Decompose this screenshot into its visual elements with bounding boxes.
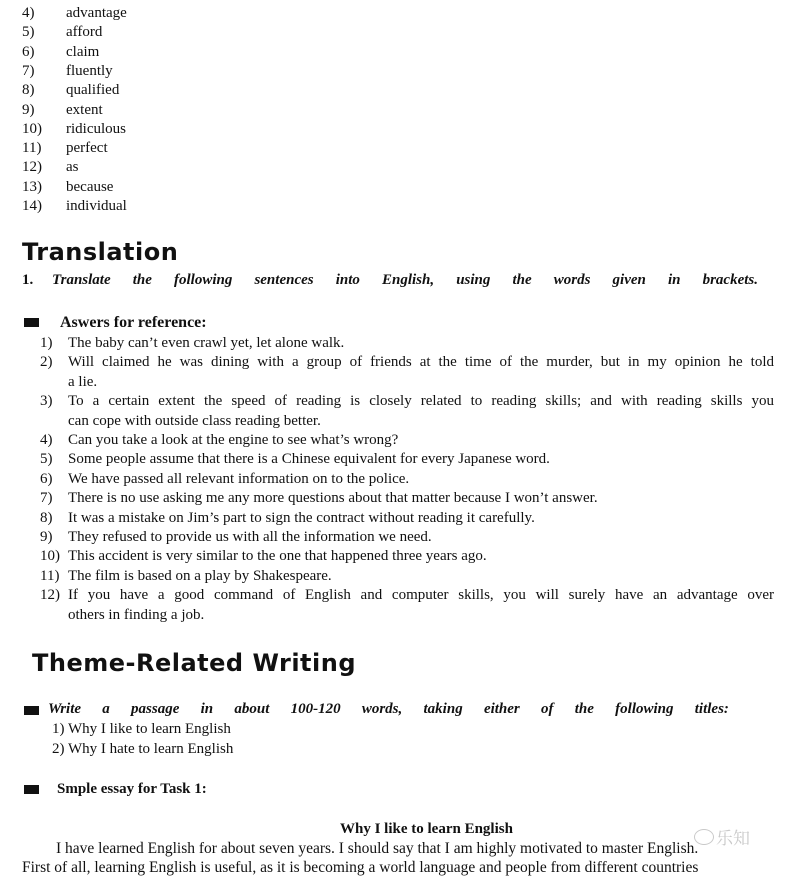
instruction-word: in (667, 272, 681, 288)
instruction-word: about (234, 701, 270, 717)
answer-number: 12) (40, 587, 60, 604)
sample-essay-label: Smple essay for Task 1: (57, 781, 207, 797)
vocab-number: 8) (22, 82, 35, 99)
answer-text-line: Some people assume that there is a Chinese equivalent for every Japanese word. (68, 451, 550, 468)
title-option-2: 2) Why I hate to learn English (52, 741, 234, 757)
instruction-word: Write (48, 701, 82, 717)
vocab-number: 14) (22, 198, 42, 214)
instruction-word: the (132, 272, 152, 288)
instruction-word: given (612, 272, 646, 288)
vocab-number: 10) (22, 120, 42, 137)
watermark-chat-icon (694, 829, 714, 845)
answer-text-line: There is no use asking me any more questions about that matter because I won’t answer. (68, 490, 598, 507)
answer-number: 1) (40, 335, 53, 351)
instruction-word: the (512, 272, 532, 288)
essay-paragraph-line-1: I have learned English for about seven years. I should say that I am highly motivated to master English. (56, 840, 699, 857)
vocab-word: perfect (66, 140, 108, 157)
answer-text-line: Will claimed he was dining with a group of friends at the time of the murder, but in my opinion he told (68, 354, 774, 371)
answer-number: 4) (40, 432, 53, 448)
instruction-word: following (615, 701, 674, 717)
vocab-word: as (66, 159, 79, 176)
essay-title: Why I like to learn English (340, 821, 513, 837)
vocab-word: fluently (66, 62, 113, 79)
instruction-word: words, (361, 701, 403, 717)
bullet-square-icon (24, 318, 39, 327)
essay-paragraph-line-2: First of all, learning English is useful, as it is becoming a world language and people from different countries (22, 859, 699, 876)
bullet-square-icon (24, 785, 39, 794)
vocab-word: qualified (66, 82, 120, 99)
instruction-word: sentences (254, 272, 314, 288)
answer-text-line: To a certain extent the speed of reading is closely related to reading skills; and with reading skills you (68, 393, 774, 410)
answer-text-line: The baby can’t even crawl yet, let alone walk. (68, 335, 345, 351)
instruction-word: into (335, 272, 360, 288)
vocab-number: 9) (22, 101, 35, 118)
answer-number: 10) (40, 548, 60, 565)
vocab-word: individual (66, 198, 127, 214)
vocab-number: 13) (22, 178, 42, 195)
answer-number: 3) (40, 393, 53, 410)
vocab-number: 6) (22, 43, 35, 60)
vocab-number: 7) (22, 62, 35, 79)
vocab-word: extent (66, 101, 103, 118)
instruction-word: brackets. (702, 272, 758, 288)
instruction-word: either (483, 701, 520, 717)
instruction-word: following (173, 272, 233, 288)
instruction-word: taking (423, 701, 463, 717)
answer-text-line: The film is based on a play by Shakespeare. (68, 567, 332, 584)
writing-heading: Theme-Related Writing (32, 649, 357, 677)
instruction-word: passage (131, 701, 180, 717)
answer-text-line: a lie. (68, 373, 98, 390)
vocab-number: 11) (22, 140, 42, 157)
title-option-1: 1) Why I like to learn English (52, 721, 231, 737)
instruction-number: 1. (22, 272, 34, 288)
answer-text-line: can cope with outside class reading better. (68, 412, 321, 429)
answer-text-line: We have passed all relevant information on to the police. (68, 470, 410, 487)
vocab-word: afford (66, 24, 103, 41)
vocab-word: claim (66, 43, 100, 60)
answer-number: 2) (40, 354, 53, 371)
answer-number: 5) (40, 451, 53, 468)
bullet-square-icon (24, 706, 39, 715)
vocab-number: 5) (22, 24, 35, 41)
answer-number: 7) (40, 490, 53, 507)
vocab-number: 4) (22, 5, 35, 21)
instruction-word: 100-120 (290, 701, 341, 717)
vocab-word: ridiculous (66, 120, 126, 137)
translation-instruction (52, 271, 758, 290)
instruction-word: Translate (52, 272, 111, 288)
answer-text-line: others in finding a job. (68, 606, 205, 623)
instruction-word: the (574, 701, 594, 717)
vocab-word: because (66, 178, 114, 195)
instruction-word: a (102, 701, 110, 717)
watermark-text: 乐知 (716, 829, 750, 849)
instruction-word: of (541, 701, 554, 717)
answer-text-line: It was a mistake on Jim’s part to sign the contract without reading it carefully. (68, 509, 535, 526)
answer-number: 6) (40, 470, 53, 487)
vocab-word: advantage (66, 5, 127, 21)
answers-label: Aswers for reference: (60, 314, 207, 331)
answer-number: 11) (40, 567, 60, 584)
instruction-word: English, (381, 272, 435, 288)
answer-text-line: If you have a good command of English and computer skills, you will surely have an advantage over (68, 587, 774, 604)
writing-task-instruction (48, 700, 729, 719)
answer-text-line: They refused to provide us with all the information we need. (68, 529, 432, 545)
answer-number: 8) (40, 509, 53, 526)
vocab-number: 12) (22, 159, 42, 176)
instruction-word: titles: (694, 701, 729, 717)
answer-text-line: Can you take a look at the engine to see what’s wrong? (68, 432, 399, 448)
instruction-word: words (553, 272, 591, 288)
translation-heading: Translation (22, 238, 179, 266)
instruction-word: using (456, 272, 491, 288)
answer-number: 9) (40, 529, 53, 545)
instruction-word: in (200, 701, 214, 717)
answer-text-line: This accident is very similar to the one that happened three years ago. (68, 548, 487, 565)
